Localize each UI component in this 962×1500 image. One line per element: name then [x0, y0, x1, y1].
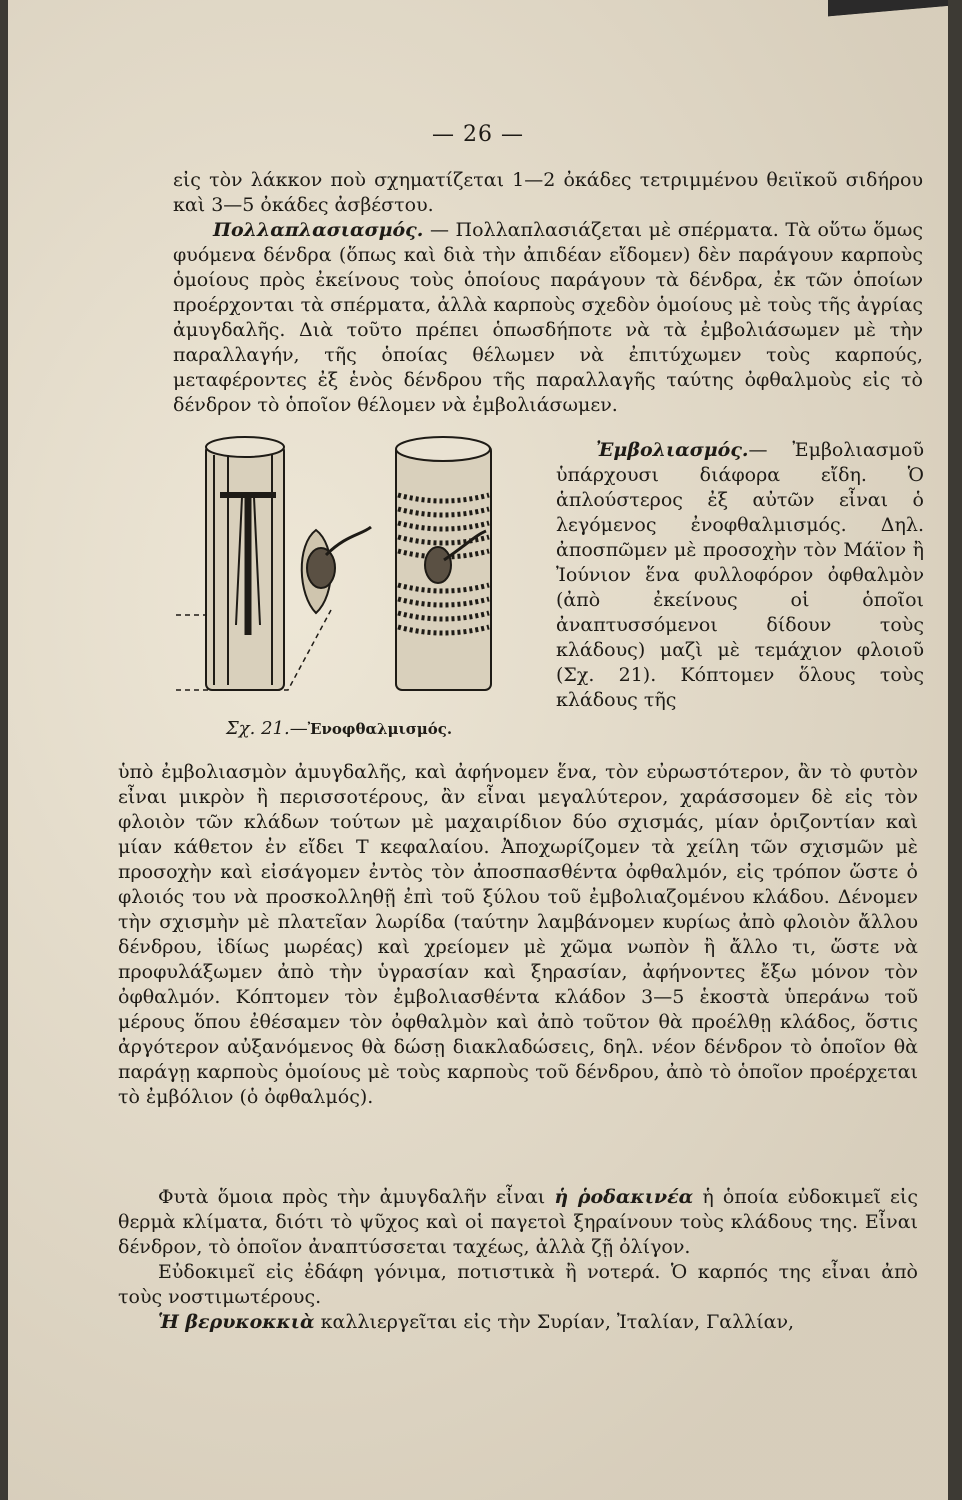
multiplication-text: — Πολλαπλασιάζεται μὲ σπέρματα. Τὰ οὕτω ὅμως φυόμενα δένδρα (ὅπως καὶ διὰ τὴν ἀπιδέαν εἴδομεν) δὲν παράγουν καρποὺς ὁμοίους πρὸς ἐκείνους τοὺς ὁποίους παράγουν τὰ δένδρα, ἐκ τῶν ὁποίων προέρχονται τὰ σπέρματα, ἀλλὰ καρποὺς σχεδὸν ὁμοίους μὲ τοὺς τῆς ἀγρίας ἀμυγδαλῆς. Διὰ τοῦτο πρέπει ὁπωσδήποτε νὰ τὰ ἐμβολιάσωμεν μὲ τὴν παραλλαγήν, τῆς ὁποίας θέλωμεν νὰ ἐπιτύχωμεν τοὺς καρπούς, μεταφέροντες ἐξ ἑνὸς δένδρου τῆς παραλλαγῆς ταύτης ὀφθαλμοὺς εἰς τὸ δένδρον τὸ ὁποῖον θέλομεν νὰ ἐμβολιάσωμεν. [173, 219, 923, 416]
paragraph-apricot [118, 1310, 918, 1335]
paragraph-budding-procedure: ὑπὸ ἐμβολιασμὸν ἀμυγδαλῆς, καὶ ἀφήνομεν ἕνα, τὸν εὐρωστότερον, ἂν τὸ φυτὸν εἶναι μικρὸν ἢ περισσοτέρους, ἂν εἶναι μεγαλύτερον, χαράσσομεν δὲ εἰς τὸν φλοιὸν τῶν κλάδων τούτων μὲ μαχαιρίδιον δύο σχισμάς, μίαν ὁριζοντίαν καὶ μίαν κάθετον ἐν εἴδει Τ κεφαλαίου. Ἀποχωρίζομεν τὰ χείλη τῶν σχισμῶν μὲ προσοχὴν καὶ εἰσάγομεν ἐντὸς τὸν ἀποσπασθέντα ὀφθαλμόν, εἰς τρόπον ὥστε ὁ φλοιός του νὰ προσκολληθῇ ἐπὶ τοῦ ξύλου τοῦ ἐμβολιαζομένου κλάδου. Δένομεν τὴν σχισμὴν μὲ πλατεῖαν λωρίδα (ταύτην λαμβάνομεν κυρίως ἀπὸ φλοιὸν ἄλλου δένδρου, ἰδίως μωρέας) καὶ χρείομεν μὲ χῶμα νωπὸν ἢ ἄλλο τι, ὥστε νὰ προφυλάξωμεν ἀπὸ τὴν ὑγρασίαν καὶ ξηρασίαν, ἀφήνοντες ἔξω μόνον τὸν ὀφθαλμόν. Κόπτομεν τὸν ἐμβολιασθέντα κλάδον 3—5 ἑκοστὰ ὑπεράνω τοῦ μέρους ὅπου ἐθέσαμεν τὸν ὀφθαλμὸν καὶ ἀπὸ τοῦτον θὰ προέλθῃ κλάδος, ὅστις ἀργότερον αὐξανόμενος θὰ δώσῃ διακλαδώσεις, δηλ. νέον δένδρον τὸ ὁποῖον θὰ παράγῃ καρποὺς ὁμοίους μὲ τοὺς καρποὺς τοῦ δένδρου, ἀπὸ τὸ ὁποῖον προέρχεται τὸ ἐμβόλιον (ὁ ὀφθαλμός). [118, 761, 918, 1108]
peach-term: ἡ ῥοδακινέα [554, 1186, 694, 1208]
figure-caption-title: Ἐνοφθαλμισμός. [307, 720, 453, 738]
paragraph-soil: Εὐδοκιμεῖ εἰς ἐδάφη γόνιμα, ποτιστικὰ ἢ νοτερά. Ὁ καρπός της εἶναι ἀπὸ τοὺς νοστιμωτέρους. [118, 1261, 918, 1308]
page-corner-shadow [828, 0, 948, 30]
peach-text-a: Φυτὰ ὅμοια πρὸς τὴν ἀμυγδαλῆν εἶναι [158, 1186, 546, 1208]
page-number: — 26 — [432, 122, 524, 147]
figure-budding-illustration [176, 435, 546, 705]
book-page [8, 0, 948, 1500]
apricot-term: Ἡ βερυκοκκιὰ [158, 1311, 315, 1333]
budding-drawing [176, 435, 546, 705]
paragraph-peach [118, 1185, 918, 1260]
side-column-text [556, 438, 924, 713]
lower-text-block [118, 760, 918, 1110]
paragraph-grafting [556, 438, 924, 713]
figure-caption-number: Σχ. 21.— [226, 718, 308, 739]
final-text-block [118, 1185, 918, 1335]
peach-text-b: ἡ ὁποία εὐδοκιμεῖ εἰς θερμὰ κλίματα, διότι τὸ ψῦχος καὶ οἱ παγετοὶ ξηραίνουν τοὺς κλάδους της. Εἶναι δένδρον, τὸ ὁποῖον ἀναπτύσσεται ταχέως, ἀλλὰ ζῇ ὀλίγον. [118, 1186, 918, 1258]
paragraph-iron-sulfate: εἰς τὸν λάκκον ποὺ σχηματίζεται 1—2 ὀκάδες τετριμμένου θειϊκοῦ σιδήρου καὶ 3—5 ὀκάδες ἀσβέστου. [173, 169, 923, 216]
upper-text-block [173, 168, 923, 418]
heading-grafting: Ἐμβολιασμός. [596, 439, 749, 461]
paragraph-multiplication [173, 218, 923, 418]
apricot-text: καλλιεργεῖται εἰς τὴν Συρίαν, Ἰταλίαν, Γαλλίαν, [320, 1311, 795, 1333]
figure-caption [226, 718, 452, 739]
heading-multiplication: Πολλαπλασιασμός. [213, 219, 424, 241]
grafting-text: — Ἐμβολιασμοῦ ὑπάρχουσι διάφορα εἴδη. Ὁ ἁπλούστερος ἐξ αὐτῶν εἶναι ὁ λεγόμενος ἐνοφθαλμισμός. Δηλ. ἀποσπῶμεν μὲ προσοχὴν τὸν Μάϊον ἢ Ἰούνιον ἕνα φυλλοφόρον ὀφθαλμὸν (ἀπὸ ἐκείνους οἱ ὁποῖοι ἀναπτυσσόμενοι δίδουν τοὺς κλάδους) μαζὶ μὲ τεμάχιον φλοιοῦ (Σχ. 21). Κόπτομεν ὅλους τοὺς κλάδους τῆς [556, 439, 924, 711]
